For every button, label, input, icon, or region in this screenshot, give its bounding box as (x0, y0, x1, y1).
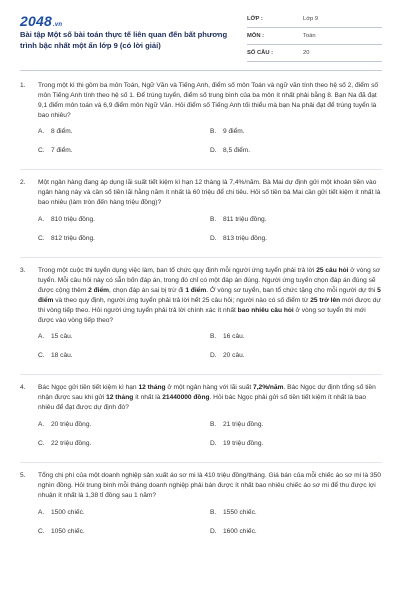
answer-options (38, 215, 382, 257)
option-text: 20 câu. (223, 352, 245, 359)
answer-option-b[interactable] (210, 420, 263, 430)
meta-row-count (247, 45, 382, 62)
option-label: A. (38, 333, 45, 340)
answer-option-c[interactable] (38, 146, 73, 156)
question-text-bold: 12 tháng (138, 384, 166, 391)
option-text: 810 triệu đồng. (51, 216, 95, 223)
question-text-part: ở vòng sơ tuyển thì mới được vào vòng tiếp theo? (38, 307, 366, 324)
question-item (20, 76, 382, 169)
question-text-part: Tổng chi phí của một doanh nghiệp sản xuất áo sơ mi là 410 triệu đồng/tháng. Giá bán của mỗi chiếc áo sơ mi là 350 nghìn đồng. Hỏi trung bình mỗi tháng doanh nghiệp phải bán được ít nhất bao nhiêu chiếc áo sơ mi để thu được lợi nhuận ít nhất là 1,38 tỉ đồng sau 1 năm? (38, 472, 381, 499)
option-text: 812 triệu đồng. (51, 235, 95, 242)
question-number: 5. (20, 472, 26, 479)
question-text (38, 383, 382, 413)
question-body (20, 383, 382, 413)
option-text: 7 điểm. (51, 147, 73, 154)
question-text-bold: 5 điểm (38, 287, 381, 304)
meta-key: LỚP : (247, 16, 263, 22)
question-text-part: . Ở vòng sơ tuyển, ban tổ chức tặng cho mỗi người dự thi (206, 287, 378, 294)
worksheet-header (20, 10, 382, 64)
question-text-part: ít nhất là (133, 394, 163, 401)
option-label: C. (38, 235, 45, 242)
meta-row-subject (247, 28, 382, 45)
option-label: A. (38, 216, 45, 223)
option-text: 811 triệu đồng. (223, 216, 267, 223)
answer-option-b[interactable] (210, 332, 245, 342)
answer-option-c[interactable] (38, 234, 95, 244)
question-text-bold: 21440000 đồng (162, 394, 210, 401)
question-text-bold: 2 điểm (88, 287, 110, 294)
question-text-bold: 7,2%/năm (253, 384, 284, 391)
meta-table (247, 11, 382, 62)
question-text-part: Bác Ngọc gửi tiền tiết kiệm kì hạn (38, 384, 139, 391)
answer-option-c[interactable] (38, 439, 91, 449)
answer-option-b[interactable] (210, 127, 245, 137)
answer-option-d[interactable] (210, 351, 245, 361)
answer-options (38, 127, 382, 169)
answer-option-d[interactable] (210, 527, 257, 537)
option-text: 22 triệu đồng. (51, 440, 92, 447)
option-text: 8 điểm. (51, 128, 73, 135)
question-text-part: . Bác Ngọc dự định tổng số tiền nhận được sau khi gửi (38, 384, 376, 401)
meta-key: SỐ CÂU : (247, 50, 274, 56)
question-text-part: ở một ngân hàng với lãi suất (165, 384, 254, 391)
option-label: A. (38, 421, 45, 428)
question-text-part: và theo quy định, người ứng tuyển phải trả lời hết 25 câu hỏi; người nào có số điểm từ (53, 297, 311, 304)
answer-option-c[interactable] (38, 351, 73, 361)
option-text: 21 triệu đồng. (223, 421, 264, 428)
option-text: 1600 chiếc. (223, 528, 257, 535)
option-label: D. (210, 147, 217, 154)
option-label: A. (38, 128, 45, 135)
question-text (38, 178, 382, 208)
meta-row-grade (247, 11, 382, 28)
meta-key: MÔN : (247, 33, 265, 39)
question-number: 3. (20, 267, 26, 274)
question-body (20, 266, 382, 326)
worksheet-title: Bài tập Một số bài toán thực tế liên quan đến bất phương trình bậc nhất một ẩn lớp 9 (có lời giải) (20, 30, 228, 50)
question-body (20, 471, 382, 501)
question-text-bold: 12 tháng (106, 394, 134, 401)
option-label: B. (210, 128, 217, 135)
option-label: D. (210, 235, 217, 242)
question-text (38, 266, 382, 326)
option-text: 1500 chiếc. (51, 509, 85, 516)
option-label: C. (38, 440, 45, 447)
option-label: B. (210, 333, 217, 340)
option-label: D. (210, 352, 217, 359)
answer-options (38, 508, 382, 550)
question-body (20, 178, 382, 208)
option-text: 9 điểm. (223, 128, 245, 135)
option-text: 1050 chiếc. (51, 528, 85, 535)
answer-option-d[interactable] (210, 439, 263, 449)
answer-option-b[interactable] (210, 215, 267, 225)
option-text: 1550 chiếc. (223, 509, 257, 516)
option-label: B. (210, 421, 217, 428)
option-label: D. (210, 440, 217, 447)
option-label: D. (210, 528, 217, 535)
question-text-part: Trong một kì thi gồm ba môn Toán, Ngữ Văn và Tiếng Anh, điểm số môn Toán và ngữ văn tính theo hệ số 2, điểm số môn Tiếng Anh tính theo hệ số 1. Để trúng tuyển, điểm số trung bình của ba môn ít nhất phải bằng 8. Bạn Na đã đạt 9,1 điểm môn toán và 6,9 điểm môn Ngữ Văn. Hỏi điểm số Tiếng Anh tối thiểu mà bạn Na phải đạt để trúng tuyển là bao nhiêu? (38, 82, 379, 119)
header-divider (20, 70, 382, 71)
question-item (20, 462, 382, 550)
option-label: C. (38, 147, 45, 154)
meta-value: Lớp 9 (303, 16, 319, 22)
answer-options (38, 332, 382, 374)
question-text-bold: 25 câu hỏi (316, 267, 349, 274)
question-list (20, 76, 382, 550)
logo-suffix: .vn (52, 22, 63, 28)
question-number: 2. (20, 179, 26, 186)
question-text-part: . Hỏi bác Ngọc phải gửi số tiền tiết kiệm ít nhất là bao nhiêu để đạt được dự định đó? (38, 394, 367, 411)
meta-value: Toán (303, 33, 316, 39)
question-item (20, 257, 382, 374)
question-text-bold: 1 điểm (185, 287, 207, 294)
option-label: C. (38, 352, 45, 359)
answer-option-b[interactable] (210, 508, 257, 518)
option-text: 20 triệu đồng. (51, 421, 92, 428)
question-text-part: mới được dự thi vòng tiếp theo. Hỏi người ứng tuyển phải trả lời chính xác ít nhất (38, 297, 381, 314)
question-text-part: Một ngân hàng đang áp dụng lãi suất tiết kiệm kì hạn 12 tháng là 7,4%/năm. Bà Mai dự định gửi một khoản tiền vào ngân hàng này và cần số tiền lãi hằng năm ít nhất là 60 triệu để chi tiêu. Hỏi số tiền bà Mai cần gửi tiết kiệm ít nhất là bao nhiêu (làm tròn đến hàng triệu đồng)? (38, 179, 381, 206)
answer-option-c[interactable] (38, 527, 85, 537)
answer-option-a[interactable] (38, 215, 95, 225)
option-label: B. (210, 509, 217, 516)
answer-option-d[interactable] (210, 234, 267, 244)
meta-value: 20 (303, 50, 310, 56)
question-text-bold: bao nhiêu câu hỏi (237, 307, 294, 314)
option-text: 16 câu. (223, 333, 245, 340)
option-text: 813 triệu đồng. (223, 235, 267, 242)
question-body (20, 81, 382, 121)
logo-text: 2048 (20, 13, 52, 29)
option-text: 15 câu. (51, 333, 73, 340)
answer-option-a[interactable] (38, 332, 73, 342)
option-label: B. (210, 216, 217, 223)
question-number: 1. (20, 82, 26, 89)
site-logo[interactable] (20, 13, 62, 29)
option-text: 18 câu. (51, 352, 73, 359)
question-text-part: ở vòng sơ tuyển. Mỗi câu hỏi này có sẵn bốn đáp án, trong đó chỉ có một đáp án đúng. Người ứng tuyển chọn đáp án đúng sẽ được cộng thêm (38, 267, 381, 294)
question-text-part: , chọn đáp án sai bị trừ đi (109, 287, 186, 294)
option-label: C. (38, 528, 45, 535)
option-label: A. (38, 509, 45, 516)
question-number: 4. (20, 384, 26, 391)
answer-option-d[interactable] (210, 146, 250, 156)
question-text-bold: 25 trở lên (310, 297, 341, 304)
option-text: 19 triệu đồng. (223, 440, 264, 447)
question-item (20, 374, 382, 462)
question-text-part: Trong một cuộc thi tuyển dụng việc làm, ban tổ chức quy định mỗi người ứng tuyển phải trả lời (38, 267, 317, 274)
question-item (20, 169, 382, 257)
option-text: 8,5 điểm. (223, 147, 251, 154)
answer-option-a[interactable] (38, 420, 91, 430)
answer-option-a[interactable] (38, 508, 85, 518)
question-text (38, 471, 382, 501)
answer-option-a[interactable] (38, 127, 73, 137)
question-text (38, 81, 382, 121)
answer-options (38, 420, 382, 462)
